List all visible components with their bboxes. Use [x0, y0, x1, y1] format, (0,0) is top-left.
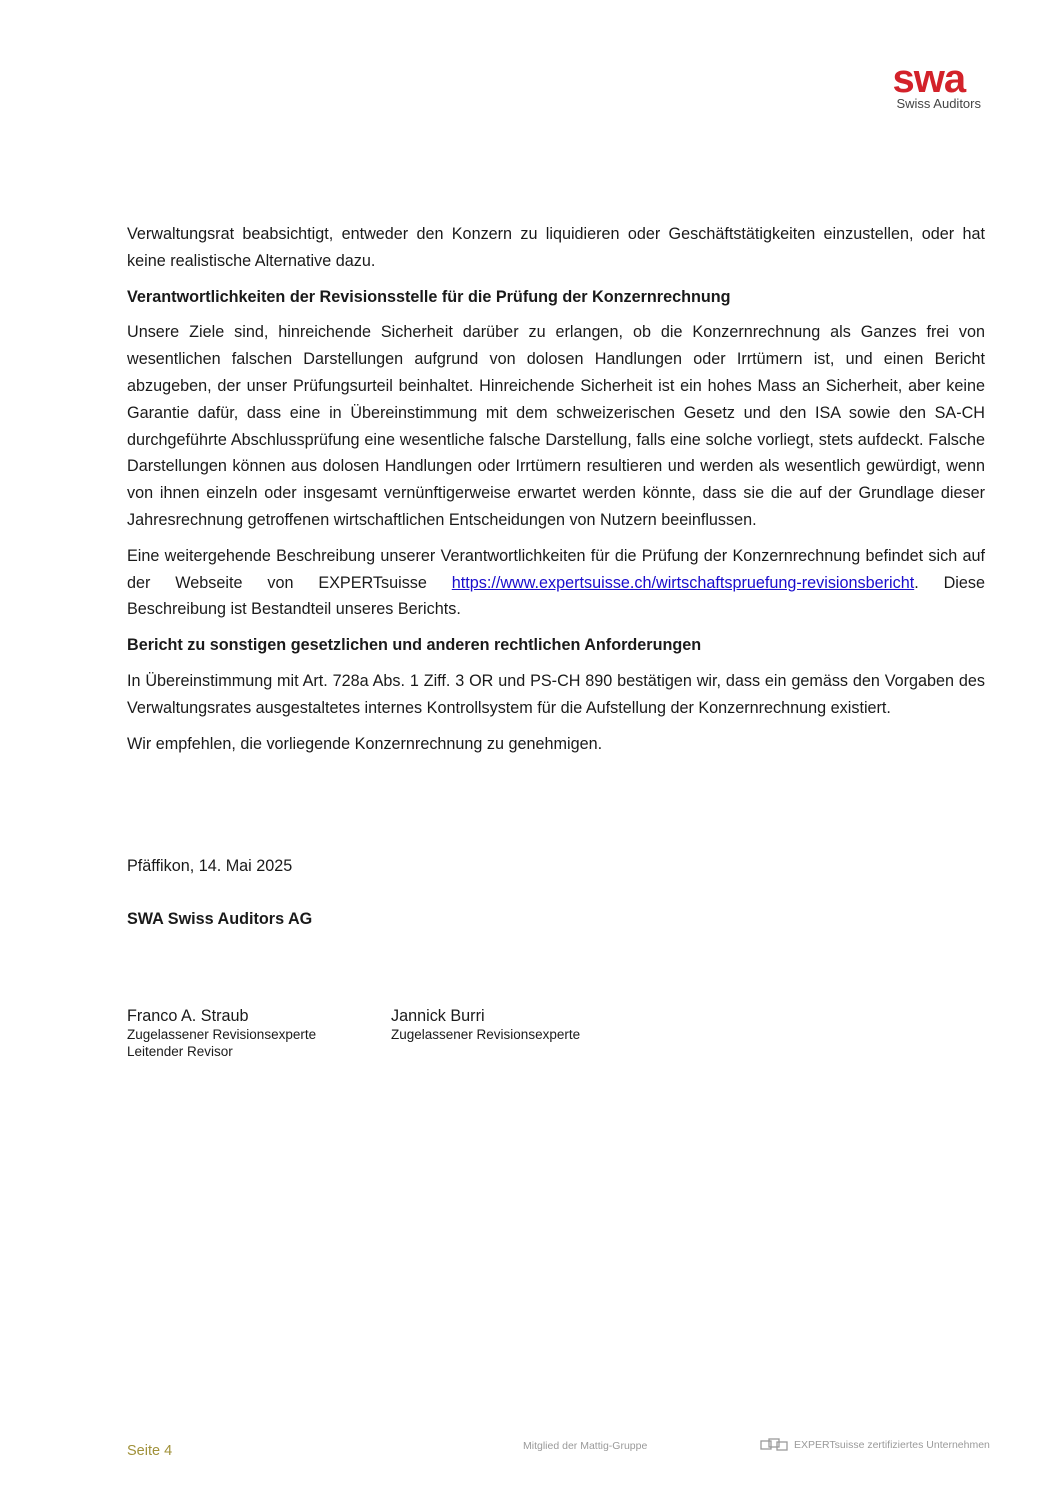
place-date: Pfäffikon, 14. Mai 2025: [127, 857, 293, 875]
heading-responsibilities: Verantwortlichkeiten der Revisionsstelle für die Prüfung der Konzernrechnung: [127, 287, 731, 306]
signatory-role: Zugelassener Revisionsexperte: [127, 1027, 317, 1042]
report-body: [127, 221, 985, 766]
logo-subtitle: Swiss Auditors: [896, 96, 981, 111]
signatory-name: Jannick Burri: [391, 1007, 485, 1025]
logo-mark: swa: [892, 57, 966, 101]
heading-legal-requirements: Bericht zu sonstigen gesetzlichen und anderen rechtlichen Anforderungen: [127, 636, 702, 655]
paragraph-objectives: Unsere Ziele sind, hinreichende Sicherheit darüber zu erlangen, ob die Konzernrechnung als Ganzes frei von wesentlichen falschen Darstellungen aufgrund von dolosen Handlungen oder Irrtümern ist, und einen Bericht abzugeben, der unser Prüfungsurteil beinhaltet. Hinreichende Sicherheit ist ein hohes Mass an Sicherheit, aber keine Garantie dafür, dass eine in Übereinstimmung mit dem schweizerischen Gesetz und den ISA sowie den SA-CH durchgeführte Abschlussprüfung eine wesentliche falsche Darstellung, falls eine solche vorliegt, stets aufdeckt. Falsche Darstellungen können aus dolosen Handlungen oder Irrtümern resultieren und werden als wesentlich gewürdigt, wenn von ihnen einzeln oder insgesamt vernünftigerweise erwartet werden könnte, dass sie die auf der Grundlage dieser Jahresrechnung getroffenen wirtschaftlichen Entscheidungen von Nutzern beeinflussen.: [127, 323, 985, 529]
footer-certification: [760, 1438, 990, 1452]
signatory-role: Zugelassener Revisionsexperte: [391, 1027, 581, 1042]
paragraph-recommendation: Wir empfehlen, die vorliegende Konzernrechnung zu genehmigen.: [127, 734, 603, 753]
paragraph-confirmation: In Übereinstimmung mit Art. 728a Abs. 1 Ziff. 3 OR und PS-CH 890 bestätigen wir, dass ein gemäss den Vorgaben des Verwaltungsrates ausgestaltetes internes Kontrollsystem für die Aufstellung der Konzernrechnung existiert.: [127, 671, 985, 717]
signatory-role-lead: Leitender Revisor: [127, 1044, 233, 1059]
paragraph-intro: Verwaltungsrat beabsichtigt, entweder den Konzern zu liquidieren oder Geschäftstätigkeiten einzustellen, oder hat keine realistische Alternative dazu.: [127, 225, 985, 270]
further-description-text-end: . Diese Beschreibung ist Bestandteil unseres Berichts.: [127, 573, 985, 619]
footer-member-note: Mitglied der Mattig-Gruppe: [523, 1440, 648, 1452]
expertsuisse-logo-icon: [760, 1438, 788, 1452]
signatory-1: [127, 1006, 316, 1060]
signatory-2: [391, 1006, 580, 1043]
further-description-text: Eine weitergehende Beschreibung unserer Verantwortlichkeiten für die Prüfung der Konzernrechnung befindet sich auf der Webseite von EXPERTsuisse: [127, 546, 985, 592]
company-name: SWA Swiss Auditors AG: [127, 910, 313, 928]
page-number: Seite 4: [127, 1443, 173, 1459]
paragraph-further-description: [127, 543, 985, 623]
expertsuisse-link[interactable]: https://www.expertsuisse.ch/wirtschaftspruefung-revisionsbericht: [451, 573, 915, 592]
certification-text: EXPERTsuisse zertifiziertes Unternehmen: [794, 1439, 990, 1451]
company-logo: [892, 57, 981, 111]
signatory-name: Franco A. Straub: [127, 1007, 249, 1025]
